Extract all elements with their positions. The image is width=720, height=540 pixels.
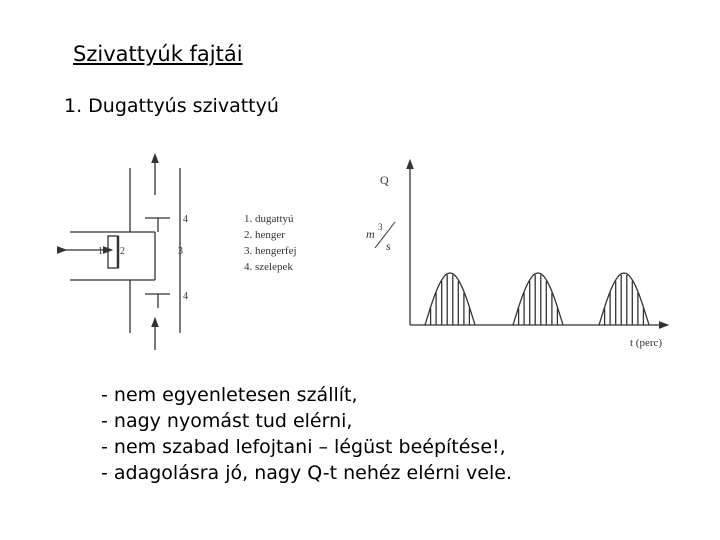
unit-exponent: 3 [378,222,383,232]
flow-pulse-curve [513,273,563,325]
flow-pulses [425,273,649,325]
list-item: - nem egyenletesen szállít, [101,384,358,406]
legend-item: 4. szelepek [244,261,293,273]
properties-list [101,382,512,486]
legend-item: 2. henger [244,229,285,241]
flow-pulse-curve [425,273,475,325]
page-title: Szivattyúk fajtái [73,42,243,66]
legend-item: 1. dugattyú [244,213,294,225]
unit-denominator: s [386,239,391,253]
list-item: - adagolásra jó, nagy Q-t nehéz elérni vele. [101,462,512,484]
list-item: - nem szabad lefojtani – légüst beépítése!, [101,436,506,458]
flow-pulse-curve [599,273,649,325]
label-top-valve-number: 4 [183,214,188,225]
flow-time-graph [375,164,664,325]
piston [108,236,118,268]
x-axis-label: t (perc) [630,337,663,349]
pump-legend [244,213,297,273]
legend-item: 3. hengerfej [244,245,297,257]
y-axis-label: Q [380,173,389,187]
unit-numerator: m [366,227,375,241]
list-item: - nagy nyomást tud elérni, [101,410,353,432]
label-head-number: 3 [178,246,183,257]
label-bottom-valve-number: 4 [183,291,188,302]
section-subtitle: 1. Dugattyús szivattyú [64,95,279,117]
label-piston-number: 1 [98,246,103,257]
label-cylinder-number: 2 [120,246,125,257]
